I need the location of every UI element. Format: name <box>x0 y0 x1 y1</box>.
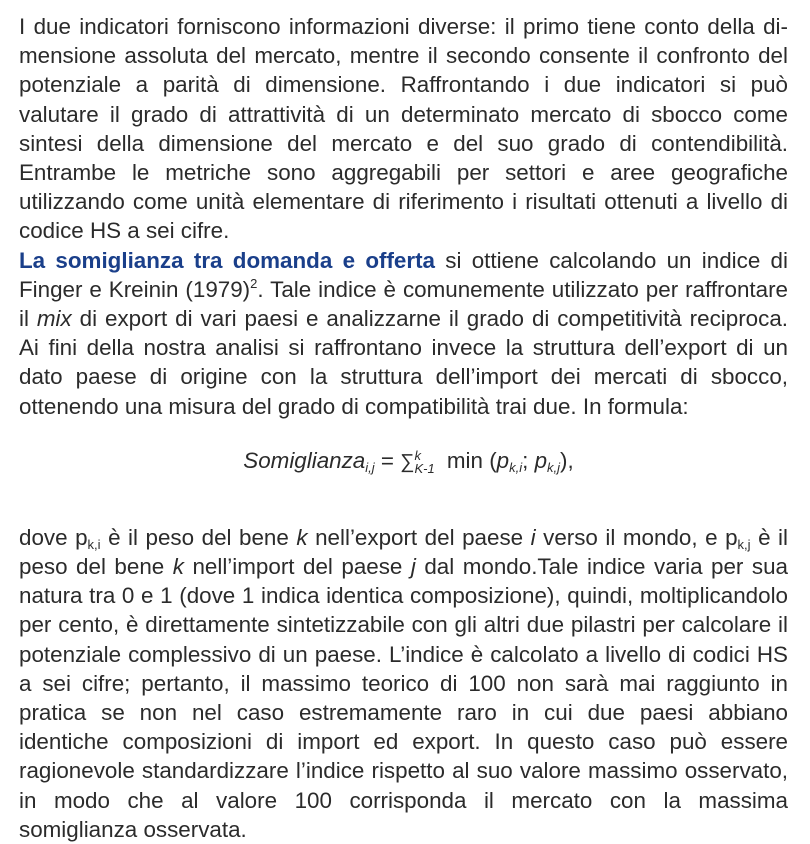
formula-arg2-p: p <box>534 447 548 473</box>
def-var-j: j <box>410 554 416 580</box>
mix-word: mix <box>36 306 72 332</box>
similarity-formula <box>19 446 788 477</box>
formula-separator: ; <box>522 447 535 473</box>
formula-lhs-subscript: i,j <box>365 459 375 475</box>
def-text-6: nell’import del paese <box>183 554 411 580</box>
summation-limits <box>414 449 434 475</box>
summation-sign: ∑ <box>400 450 415 473</box>
def-text-1: dove p <box>19 524 88 550</box>
paragraph-intro: I due indicatori forniscono informazioni diverse: il primo tiene conto della dimensione assoluta del mercato, mentre il secondo consente il confronto del potenziale a parità di dimensione. Raffrontando i due indicatori si può valutare il grado di attrattività di un determinato mercato di sbocco come sintesi della dimensione del mercato e del suo grado di contendibilità. Entrambe le metriche sono aggregabili per settori e aree geografiche utilizzando come unità elementare di riferimento i risultati ottenuti a livello di codice HS a sei cifre. <box>19 14 788 244</box>
def-text-3: nell’export del paese <box>307 524 531 550</box>
def-var-k-1: k <box>296 524 308 550</box>
formula-min-function: min ( <box>440 447 497 473</box>
formula-equals: = <box>374 447 401 473</box>
def-text-4: verso il mondo, e p <box>535 524 738 550</box>
def-text-7: dal mondo.Tale indice varia per sua natura tra 0 e 1 (dove 1 indica identica composizione), quindi, moltiplicandolo per cento, è direttamente sintetizzabile con gli altri due pilastri per calcolare il potenziale complessivo di un paese. L’indice è calcolato a livello di codici HS a sei cifre; pertanto, il massimo teorico di 100 non sarà mai raggiunto in pratica se non nel caso estremamente raro in cui due paesi abbiano identiche composizioni di import ed export. In questo caso può essere ragionevole standardizzare l’indice rispetto al suo valore massimo osservato, in modo che al valore 100 corrisponda il mercato con la massima somiglianza osservata. <box>19 554 788 842</box>
formula-arg2-subscript: k,j <box>547 459 561 475</box>
paragraph-similarity-text-b: . Tale indice è comunemente utilizzato per raffrontare il <box>19 276 788 332</box>
def-var-i: i <box>530 524 536 550</box>
paragraph-similarity <box>19 246 788 421</box>
keyterm-similarity: La somiglianza tra domanda e offerta <box>19 247 435 273</box>
formula-close: ), <box>560 447 574 473</box>
def-subscript-2: k,j <box>737 536 751 552</box>
formula-arg1-p: p <box>496 447 510 473</box>
formula-arg1-subscript: k,i <box>509 459 523 475</box>
summation-upper-limit: k <box>414 447 421 463</box>
summation-lower-limit: K-1 <box>414 460 435 476</box>
def-subscript-1: k,i <box>87 536 101 552</box>
def-text-2: è il peso del bene <box>100 524 297 550</box>
formula-lhs: Somiglianza <box>243 447 366 473</box>
footnote-reference: 2 <box>250 275 258 291</box>
def-text-5: è il peso del bene <box>19 524 789 580</box>
paragraph-definition <box>19 523 788 844</box>
def-var-k-2: k <box>172 554 184 580</box>
paragraph-similarity-text-a: si ottiene calcolando un indice di Finger e Kreinin (1979) <box>19 247 788 302</box>
paragraph-similarity-text-c: di export di vari paesi e analizzarne il grado di competitività reciproca. Ai fini della nostra analisi si raffrontano invece la struttura dell’export di un dato paese di origine con la struttura dell’import dei mercati di sbocco, ottenendo una misura del grado di compatibilità trai due. In formula: <box>19 306 788 419</box>
